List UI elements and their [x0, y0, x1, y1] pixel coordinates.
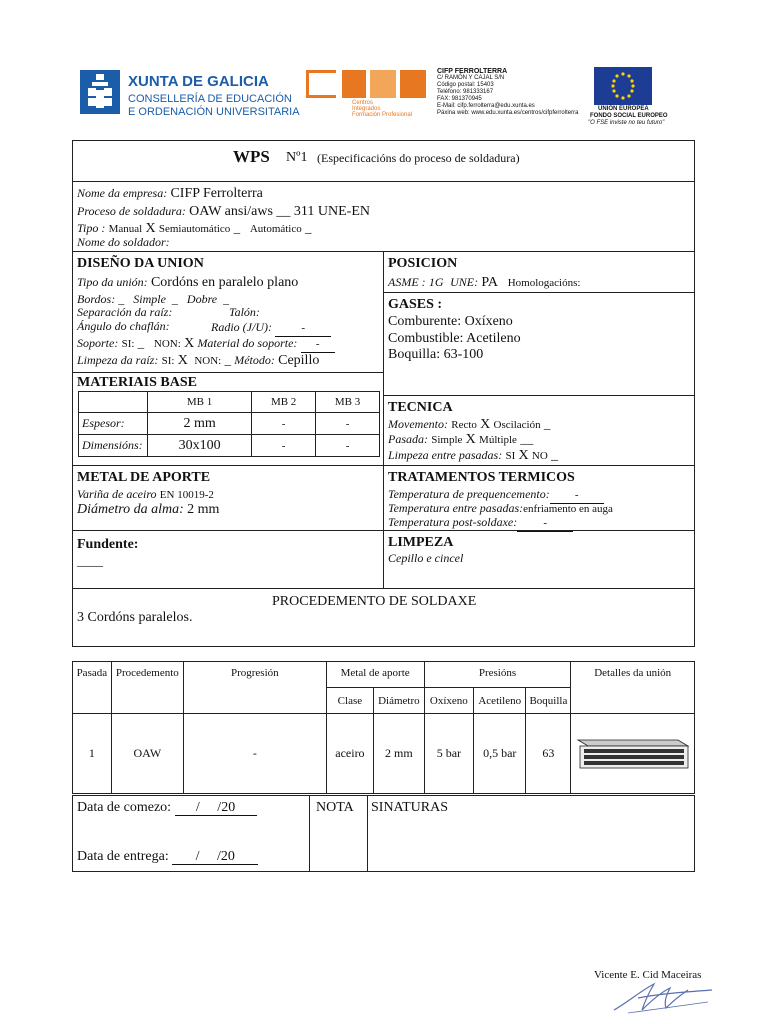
- manual-mark: X: [145, 221, 156, 236]
- tecnica-heading: TECNICA: [388, 400, 453, 415]
- xunta-logo: [80, 70, 120, 114]
- fundente-heading: Fundente:: [77, 537, 139, 552]
- title-wps: WPS: [233, 147, 270, 166]
- eu-line1: UNIÓN EUROPEA: [598, 106, 649, 112]
- table-row: 1 OAW - aceiro 2 mm 5 bar 0,5 bar 63: [73, 714, 695, 794]
- procedemento-heading: PROCEDEMENTO DE SOLDAXE: [272, 594, 477, 609]
- gases-heading: GASES :: [388, 297, 443, 312]
- xunta-line2: CONSELLERÍA DE EDUCACIÓN: [128, 93, 292, 105]
- materiais-heading: MATERIAIS BASE: [77, 375, 197, 390]
- signature-name: Vicente E. Cid Maceiras: [594, 969, 702, 981]
- eu-line3: "O FSE inviste no teu futuro": [588, 120, 665, 126]
- sinaturas-label: SINATURAS: [371, 800, 449, 815]
- limpeza-heading: LIMPEZA: [388, 535, 454, 550]
- tipo-union-row: Tipo da unión: Cordóns en paralelo plano: [77, 275, 299, 290]
- diseno-heading: DISEÑO DA UNION: [77, 256, 204, 271]
- comezo-row: Data de comezo: / /20: [77, 800, 257, 816]
- angulo-label: Ángulo do chaflán:: [77, 319, 170, 333]
- eu-line2: FONDO SOCIAL EUROPEO: [590, 113, 668, 119]
- movemento-row: Movemento: Recto X Oscilación _: [388, 416, 551, 432]
- tipo-row: Tipo : Manual X Semiautomático _ Automático _: [77, 220, 312, 236]
- entrega-row: Data de entrega: / /20: [77, 849, 258, 865]
- posicion-row: ASME : 1G UNE: PA Homologacións:: [388, 275, 581, 290]
- comburente: Comburente: Oxíxeno: [388, 314, 513, 329]
- cifp-logo: Centros Integrados Formación Profesional: [306, 70, 428, 116]
- separacion-label: Separación da raíz:: [77, 305, 173, 319]
- eu-flag-icon: [594, 67, 652, 105]
- post-soldaxe-row: Temperatura post-soldaxe: -: [388, 514, 573, 532]
- handwritten-signature: [608, 980, 718, 1016]
- union-detail-drawing: [571, 714, 695, 794]
- fundente-value: ____: [77, 553, 103, 568]
- nota-label: NOTA: [316, 800, 354, 815]
- posicion-heading: POSICION: [388, 256, 458, 271]
- empresa-row: Nome da empresa: CIFP Ferrolterra: [77, 186, 263, 201]
- diametro-row: Diámetro da alma: 2 mm: [77, 502, 220, 517]
- xunta-line3: E ORDENACIÓN UNIVERSITARIA: [128, 106, 300, 118]
- pasada-row: Pasada: Simple X Múltiple __: [388, 431, 534, 447]
- pasadas-table: Pasada Procedemento Progresión Metal de aporte Presións Detalles da unión Clase Diámetro Oxíxeno Acetileno Boquilla 1 OAW - aceiro 2 mm 5 bar 0,5 bar 63: [72, 661, 695, 794]
- varina-row: Variña de aceiro EN 10019-2: [77, 487, 214, 501]
- limpeza-pasadas-row: Limpeza entre pasadas: SI X NO _: [388, 448, 559, 463]
- title-description: (Especificacións do proceso de soldadura): [317, 151, 520, 165]
- entre-pasadas-row: Temperatura entre pasadas:enfriamento en auga: [388, 501, 613, 515]
- tratamentos-heading: TRATAMENTOS TERMICOS: [388, 470, 575, 485]
- soldador-label: Nome do soldador:: [77, 235, 170, 249]
- limpeza-raiz-row: Limpeza da raíz: SI: X NON: _ Método: Cepillo: [77, 352, 320, 368]
- boquilla: Boquilla: 63-100: [388, 347, 484, 362]
- contact-block: CIFP FERROLTERRA C/ RAMÓN Y CAJAL S/N Código postal: 15403 Teléfono: 981333167 FAX: 981370945 E-Mail: cifp.ferrolterra@edu.xunta.es Páxina web: www.edu.xunta.es/centros/cifpferrolterra: [437, 68, 579, 116]
- talon-label: Talón:: [229, 305, 260, 319]
- xunta-title: XUNTA DE GALICIA: [128, 73, 269, 90]
- metal-heading: METAL DE APORTE: [77, 470, 211, 485]
- limpeza-value: Cepillo e cincel: [388, 551, 464, 565]
- radio-row: Radio (J/U): -: [211, 319, 331, 337]
- materiais-table: MB 1 MB 2 MB 3 Espesor: 2 mm - - Dimensións: 30x100 - -: [78, 391, 380, 457]
- proceso-row: Proceso de soldadura: OAW ansi/aws __ 311 UNE-EN: [77, 204, 370, 219]
- combustible: Combustible: Acetileno: [388, 331, 521, 346]
- bordos-row: Bordos: _ Simple _ Dobre _: [77, 292, 230, 306]
- title-number: Nº1: [286, 150, 308, 165]
- soporte-row: Soporte: SI: _ NON: X Material do soporte: -: [77, 335, 335, 353]
- procedemento-value: 3 Cordóns paralelos.: [77, 610, 193, 625]
- prequencemento-row: Temperatura de prequencemento: -: [388, 486, 604, 504]
